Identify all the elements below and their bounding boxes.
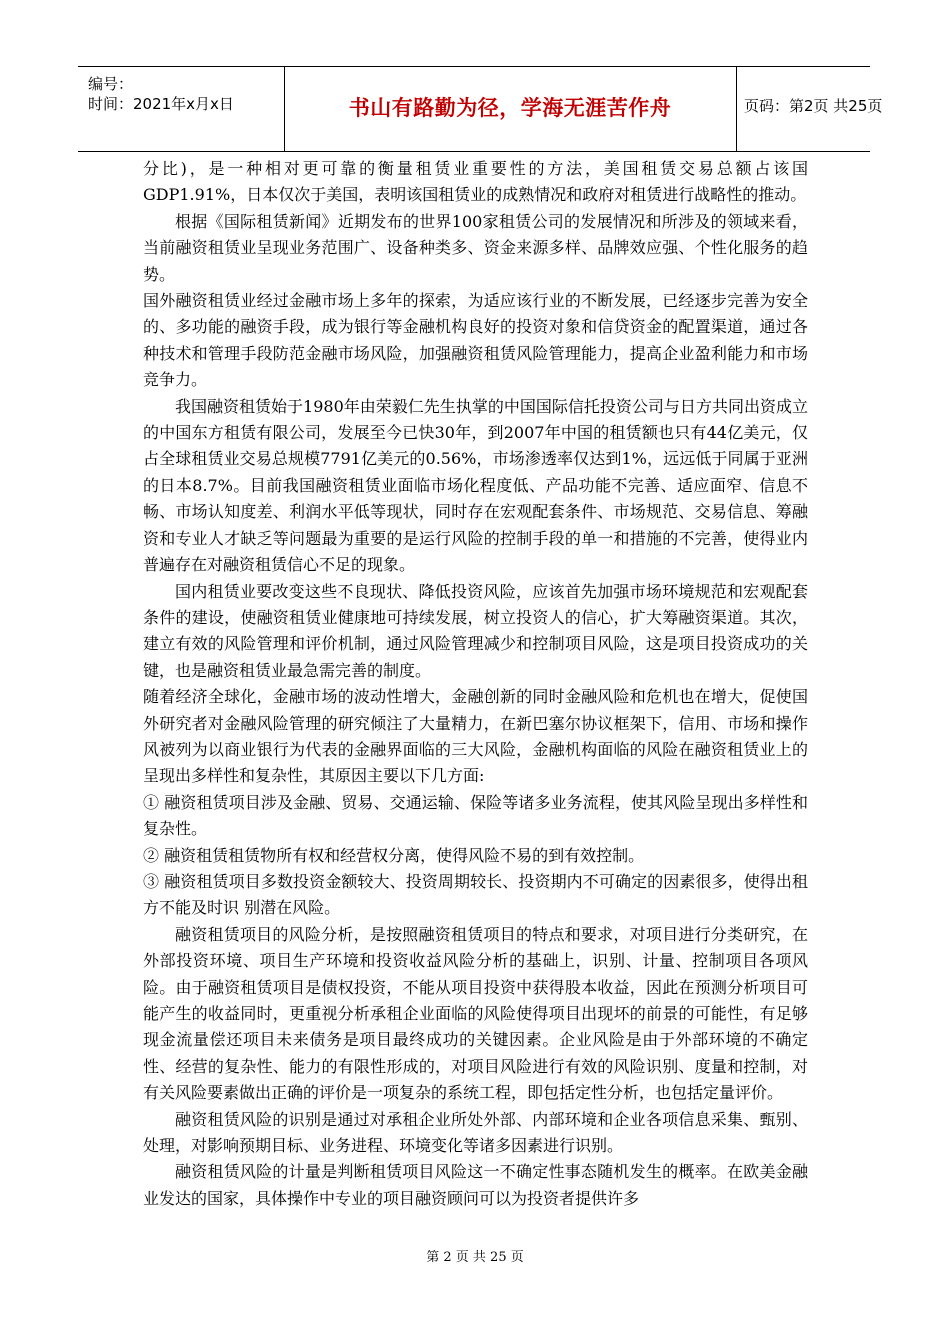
page-header — [78, 66, 883, 152]
page-footer: 第 2 页 共 25 页 — [426, 1250, 524, 1265]
body-paragraph: 融资租赁风险的计量是判断租赁项目风险这一不确定性事态随机发生的概率。在欧美金融业发达的国家，具体操作中专业的项目融资顾问可以为投资者提供许多 — [143, 1162, 808, 1208]
document-date-label: 时间：2021年x月x日 — [88, 95, 234, 113]
body-paragraph: 我国融资租赁始于1980年由荣毅仁先生执掌的中国国际信托投资公司与日方共同出资成立的中国东方租赁有限公司，发展至今已快30年，到2007年中国的租赁额也只有44亿美元，仅占全球租赁业交易总规模7791亿美元的0.56%，市场渗透率仅达到1%，远远低于同属于亚洲的日本8.7%。目前我国融资租赁业面临市场化程度低、产品功能不完善、适应面窄、信息不畅、市场认知度差、利润水平低等现状，同时存在宏观配套条件、市场规范、交易信息、筹融资和专业人才缺乏等问题最为重要的是运行风险的控制手段的单一和措施的不完善，使得业内普遍存在对融资租赁信心不足的现象。 — [143, 396, 808, 575]
body-paragraph: 国内租赁业要改变这些不良现状、降低投资风险，应该首先加强市场环境规范和宏观配套条件的建设，使融资租赁业健康地可持续发展，树立投资人的信心，扩大筹融资渠道。其次，建立有效的风险管理和评价机制，通过风险管理减少和控制项目风险，这是项目投资成功的关键，也是融资租赁业最急需完善的制度。 — [143, 581, 808, 680]
header-motto-cell — [284, 67, 737, 151]
header-page-number: 页码：第2页 共25页 — [744, 97, 883, 115]
document-body — [143, 156, 808, 1212]
header-motto: 书山有路勤为径，学海无涯苦作舟 — [348, 96, 672, 120]
body-paragraph: 融资租赁项目的风险分析，是按照融资租赁项目的特点和要求，对项目进行分类研究，在外部投资环境、项目生产环境和投资收益风险分析的基础上，识别、计量、控制项目各项风险。由于融资租赁项目是债权投资，不能从项目投资中获得股本收益，因此在预测分析项目可能产生的收益同时，更重视分析承租企业面临的风险使得项目出现坏的前景的可能性，有足够现金流量偿还项目未来债务是项目最终成功的关键因素。企业风险是由于外部环境的不确定性、经营的复杂性、能力的有限性形成的，对项目风险进行有效的风险识别、度量和控制，对有关风险要素做出正确的评价是一项复杂的系统工程，即包括定性分析，也包括定量评价。 — [143, 924, 808, 1103]
body-paragraph: 国外融资租赁业经过金融市场上多年的探索，为适应该行业的不断发展，已经逐步完善为安全的、多功能的融资手段，成为银行等金融机构良好的投资对象和信贷资金的配置渠道，通过各种技术和管理手段防范金融市场风险，加强融资租赁风险管理能力，提高企业盈利能力和市场竞争力。 — [143, 291, 808, 390]
body-paragraph: 融资租赁风险的识别是通过对承租企业所处外部、内部环境和企业各项信息采集、甄别、处理，对影响预期目标、业务进程、环境变化等诸多因素进行识别。 — [143, 1109, 808, 1156]
body-paragraph: ② 融资租赁租赁物所有权和经营权分离，使得风险不易的到有效控制。 — [143, 845, 645, 865]
header-meta — [78, 67, 285, 151]
header-page-cell — [736, 67, 883, 151]
body-paragraph: 随着经济全球化，金融市场的波动性增大，金融创新的同时金融风险和危机也在增大，促使国外研究者对金融风险管理的研究倾注了大量精力，在新巴塞尔协议框架下，信用、市场和操作风被列为以商业银行为代表的金融界面临的三大风险，金融机构面临的风险在融资租赁业上的呈现出多样性和复杂性，其原因主要以下几方面: — [143, 687, 808, 786]
body-paragraph: ① 融资租赁项目涉及金融、贸易、交通运输、保险等诸多业务流程，使其风险呈现出多样性和复杂性。 — [143, 792, 808, 839]
body-paragraph: ③ 融资租赁项目多数投资金额较大、投资周期较长、投资期内不可确定的因素很多，使得出租方不能及时识 别潜在风险。 — [143, 871, 808, 918]
body-paragraph: 分比)，是一种相对更可靠的衡量租赁业重要性的方法，美国租赁交易总额占该国GDP1.91%，日本仅次于美国，表明该国租赁业的成熟情况和政府对租赁进行战略性的推动。 — [143, 159, 808, 205]
document-number-label: 编号： — [88, 75, 134, 93]
body-paragraph: 根据《国际租赁新闻》近期发布的世界100家租赁公司的发展情况和所涉及的领域来看，当前融资租赁业呈现业务范围广、设备种类多、资金来源多样、品牌效应强、个性化服务的趋势。 — [143, 211, 808, 284]
